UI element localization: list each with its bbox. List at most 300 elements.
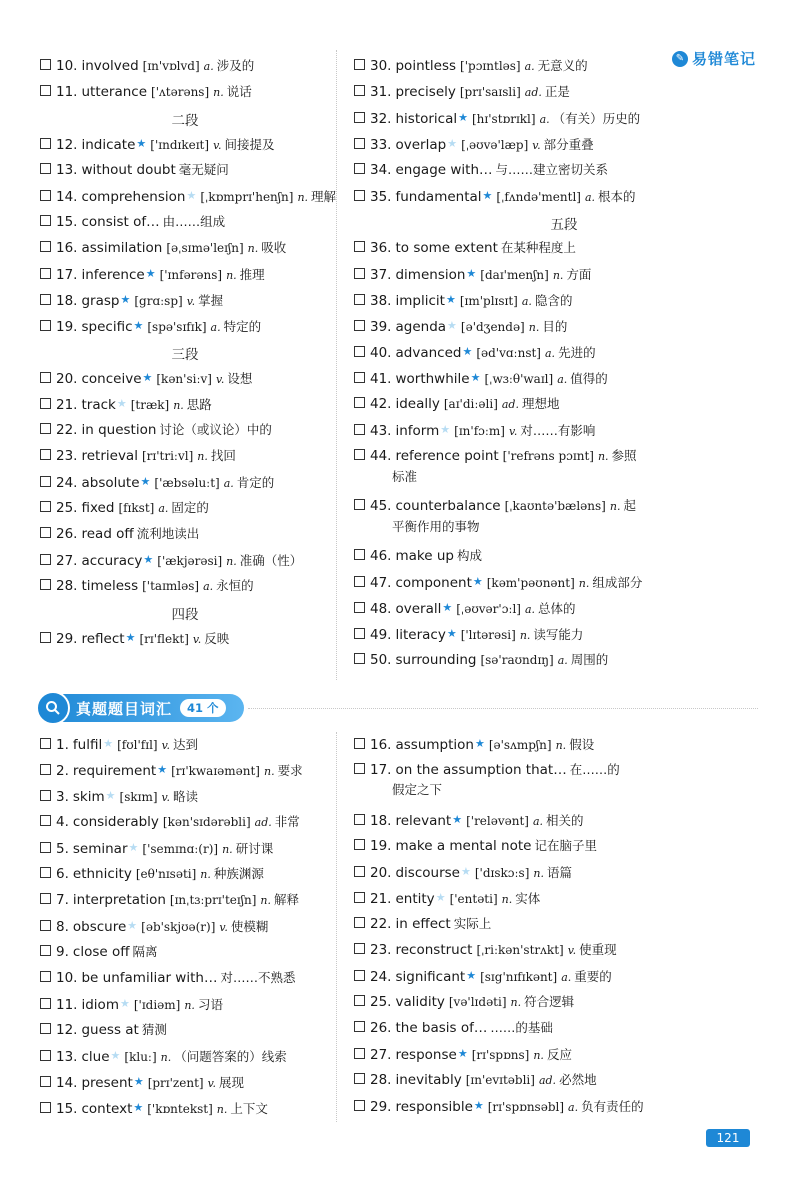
entry-phonetic: [ˌəʊvə'læp]	[461, 138, 529, 152]
entry-number: 27.	[370, 1047, 392, 1063]
checkbox[interactable]	[354, 1048, 365, 1059]
entry-word: counterbalance	[395, 498, 501, 514]
checkbox[interactable]	[354, 602, 365, 613]
entry-meaning: 吸收	[261, 240, 287, 255]
paragraph-heading: 二段	[171, 113, 199, 129]
checkbox[interactable]	[40, 764, 51, 775]
vocab-entry	[40, 968, 330, 994]
vocab-entry	[354, 420, 774, 446]
vocab-entry	[354, 160, 774, 186]
entry-number: 14.	[56, 1075, 78, 1091]
entry-word: assumption	[395, 737, 474, 753]
entry-word: grasp	[81, 293, 120, 309]
entry-phonetic: [ɪn'evɪtəbli]	[465, 1073, 535, 1087]
entry-phonetic: [rɪ'spɒns]	[471, 1048, 530, 1062]
section1-right-column	[354, 56, 774, 676]
star-icon: ★	[105, 789, 116, 802]
entry-meaning: 由……组成	[162, 214, 226, 229]
entry-meaning: 无意义的	[537, 58, 588, 73]
entry-meaning: 解释	[274, 892, 300, 907]
checkbox[interactable]	[40, 998, 51, 1009]
banner-title: 真题题目词汇	[76, 699, 173, 718]
vocab-entry	[354, 56, 774, 82]
entry-pos: n.	[578, 577, 590, 590]
checkbox[interactable]	[40, 163, 51, 174]
entry-phonetic: ['reləvənt]	[466, 814, 529, 828]
entry-word: dimension	[395, 267, 466, 283]
vocab-entry	[354, 624, 774, 650]
entry-phonetic: [rɪ'flekt]	[139, 632, 189, 646]
entry-word: literacy	[395, 627, 446, 643]
entry-meaning: 与……建立密切关系	[495, 162, 609, 177]
entry-phonetic: [fɪkst]	[118, 501, 155, 515]
star-icon: ★	[446, 627, 457, 640]
checkbox[interactable]	[40, 945, 51, 956]
entry-number: 29.	[56, 631, 78, 647]
checkbox[interactable]	[354, 1073, 365, 1084]
checkbox[interactable]	[40, 1023, 51, 1034]
vocab-entry	[354, 862, 774, 888]
entry-pos: a.	[521, 295, 532, 308]
section2-right-column	[354, 734, 774, 1122]
checkbox[interactable]	[40, 1076, 51, 1087]
vocab-entry	[354, 572, 774, 598]
star-icon: ★	[142, 371, 153, 384]
checkbox[interactable]	[40, 920, 51, 931]
entry-word: utterance	[81, 84, 148, 100]
checkbox[interactable]	[40, 554, 51, 565]
vocab-entry	[40, 890, 330, 916]
entry-word: precisely	[395, 84, 456, 100]
entry-word: the basis of…	[395, 1020, 488, 1036]
entry-number: 31.	[370, 84, 392, 100]
entry-word: seminar	[72, 841, 128, 857]
entry-word: engage with…	[395, 162, 493, 178]
entry-meaning: 猜测	[141, 1022, 167, 1037]
checkbox[interactable]	[354, 653, 365, 664]
checkbox[interactable]	[40, 893, 51, 904]
magnifier-icon	[36, 691, 70, 725]
checkbox[interactable]	[354, 866, 365, 877]
entry-phonetic: [ˌriːkən'strʌkt]	[476, 943, 564, 957]
entry-word: involved	[81, 58, 139, 74]
checkbox[interactable]	[354, 397, 365, 408]
vocab-entry	[40, 316, 330, 342]
entry-phonetic: [fʊl'fɪl]	[117, 738, 158, 752]
checkbox[interactable]	[354, 268, 365, 279]
entry-phonetic: ['ɪndɪkeɪt]	[150, 138, 210, 152]
entry-number: 8.	[56, 919, 69, 935]
entry-number: 13.	[56, 1049, 78, 1065]
entry-word: reflect	[81, 631, 125, 647]
checkbox[interactable]	[40, 815, 51, 826]
entry-word: consist of…	[81, 214, 160, 230]
star-icon: ★	[466, 267, 477, 280]
entry-pos: a.	[557, 373, 568, 386]
entry-phonetic: [træk]	[130, 398, 170, 412]
entry-pos: v.	[532, 139, 541, 152]
checkbox[interactable]	[40, 632, 51, 643]
checkbox[interactable]	[354, 995, 365, 1006]
checkbox[interactable]	[354, 163, 365, 174]
vocab-entry	[40, 134, 330, 160]
entry-number: 38.	[370, 293, 392, 309]
entry-pos: a.	[557, 654, 568, 667]
entry-meaning: 隐含的	[534, 293, 573, 308]
checkbox[interactable]	[40, 59, 51, 70]
entry-number: 7.	[56, 892, 69, 908]
entry-pos: v.	[219, 921, 228, 934]
entry-meaning: 方面	[566, 267, 592, 282]
checkbox[interactable]	[40, 738, 51, 749]
vocab-entry	[40, 786, 330, 812]
checkbox[interactable]	[354, 943, 365, 954]
vocab-entry	[40, 82, 330, 108]
checkbox[interactable]	[40, 398, 51, 409]
star-icon: ★	[125, 631, 136, 644]
checkbox[interactable]	[354, 85, 365, 96]
entry-word: overlap	[395, 137, 447, 153]
entry-pos: a.	[568, 1101, 579, 1114]
paragraph-heading: 四段	[171, 607, 199, 623]
checkbox[interactable]	[40, 1050, 51, 1061]
entry-number: 46.	[370, 548, 392, 564]
entry-pos: a.	[210, 321, 221, 334]
entry-phonetic: [ɪm'plɪsɪt]	[459, 294, 518, 308]
checkbox[interactable]	[40, 501, 51, 512]
vocab-entry	[40, 576, 330, 602]
star-icon: ★	[442, 601, 453, 614]
entry-phonetic: ['ɪnfərəns]	[159, 268, 223, 282]
entry-number: 25.	[370, 994, 392, 1010]
checkbox[interactable]	[40, 842, 51, 853]
entry-meaning: 找回	[210, 448, 236, 463]
entry-word: indicate	[81, 137, 136, 153]
entry-word: in question	[81, 422, 157, 438]
entry-phonetic: [əˌsɪmə'leɪʃn]	[166, 241, 244, 255]
checkbox[interactable]	[354, 346, 365, 357]
entry-pos: n.	[184, 999, 195, 1012]
vocab-entry	[40, 160, 330, 186]
section-banner	[40, 694, 244, 722]
entry-number: 26.	[370, 1020, 392, 1036]
entry-number: 27.	[56, 553, 78, 569]
column-divider	[336, 732, 337, 1122]
entry-pos: v.	[186, 295, 196, 308]
entry-pos: n.	[501, 893, 513, 906]
entry-number: 30.	[370, 58, 392, 74]
entry-number: 42.	[370, 396, 392, 412]
checkbox[interactable]	[354, 970, 365, 981]
entry-number: 26.	[56, 526, 78, 542]
entry-pos: n.	[597, 450, 609, 463]
entry-phonetic: [kluː]	[124, 1050, 157, 1064]
vocab-entry	[40, 628, 330, 654]
entry-word: considerably	[72, 814, 159, 830]
entry-number: 12.	[56, 137, 78, 153]
entry-phonetic: [əb'skjʊə(r)]	[141, 920, 216, 934]
entry-word: absolute	[81, 475, 140, 491]
star-icon: ★	[470, 371, 481, 384]
entry-phonetic: [prɪ'zent]	[147, 1076, 204, 1090]
entry-meaning: 肯定的	[236, 475, 275, 490]
entry-meaning: 涉及的	[216, 58, 255, 73]
checkbox[interactable]	[354, 372, 365, 383]
entry-number: 11.	[56, 84, 78, 100]
entry-pos: a.	[203, 60, 214, 73]
checkbox[interactable]	[354, 138, 365, 149]
entry-phonetic: [sɪg'nɪfɪkənt]	[480, 970, 558, 984]
checkbox[interactable]	[40, 1102, 51, 1113]
entry-meaning: 目的	[542, 319, 568, 334]
entry-number: 44.	[370, 448, 392, 464]
vocab-entry	[40, 864, 330, 890]
vocab-entry	[354, 598, 774, 624]
entry-word: inevitably	[395, 1072, 462, 1088]
entry-number: 36.	[370, 240, 392, 256]
entry-word: ideally	[395, 396, 440, 412]
vocab-entry	[354, 342, 774, 368]
entry-phonetic: [rɪ'kwaɪəmənt]	[171, 764, 260, 778]
vocab-entry	[40, 394, 330, 420]
vocab-entry	[354, 290, 774, 316]
entry-phonetic: [kən'sɪdərəbli]	[162, 815, 251, 829]
checkbox[interactable]	[354, 814, 365, 825]
checkbox[interactable]	[354, 112, 365, 123]
entry-phonetic: [ˌwɜːθ'waɪl]	[484, 372, 554, 386]
entry-number: 6.	[56, 866, 69, 882]
entry-pos: n.	[197, 450, 208, 463]
entry-pos: a.	[223, 477, 234, 490]
page-number: 121	[706, 1129, 750, 1147]
entry-pos: a.	[545, 347, 556, 360]
entry-phonetic: ['ɪdiəm]	[133, 998, 181, 1012]
entry-word: worthwhile	[395, 371, 470, 387]
entry-word: accuracy	[81, 553, 143, 569]
checkbox[interactable]	[354, 892, 365, 903]
entry-pos: a.	[203, 580, 214, 593]
entry-pos: n.	[297, 191, 309, 204]
entry-word: close off	[72, 944, 130, 960]
vocab-entry	[354, 734, 774, 760]
entry-meaning: 展现	[219, 1075, 245, 1090]
entry-meaning: （有关）历史的	[552, 111, 641, 126]
entry-phonetic: [sə'raʊndɪŋ]	[480, 653, 554, 667]
entry-meaning: 在……的	[569, 762, 620, 777]
entry-word: clue	[81, 1049, 110, 1065]
checkbox[interactable]	[354, 499, 365, 510]
checkbox[interactable]	[40, 372, 51, 383]
checkbox[interactable]	[354, 763, 365, 774]
entry-number: 21.	[370, 891, 392, 907]
entry-phonetic: ['entəti]	[449, 892, 498, 906]
entry-number: 47.	[370, 575, 392, 591]
checkbox[interactable]	[40, 294, 51, 305]
checkbox[interactable]	[40, 527, 51, 538]
checkbox[interactable]	[354, 917, 365, 928]
vocab-entry	[354, 992, 774, 1018]
entry-word: idiom	[81, 997, 119, 1013]
entry-word: guess at	[81, 1022, 139, 1038]
entry-meaning: 思路	[186, 397, 212, 412]
entry-number: 5.	[56, 841, 69, 857]
entry-meaning-cont: 平衡作用的事物	[392, 519, 480, 534]
checkbox[interactable]	[40, 138, 51, 149]
checkbox[interactable]	[40, 579, 51, 590]
checkbox[interactable]	[40, 215, 51, 226]
vocab-entry	[40, 760, 330, 786]
entry-number: 50.	[370, 652, 392, 668]
vocab-entry	[354, 1018, 774, 1044]
entry-meaning: 流利地读出	[136, 526, 200, 541]
vocab-entry	[40, 446, 330, 472]
entry-meaning: 使模糊	[230, 919, 269, 934]
entry-pos: a.	[539, 113, 550, 126]
entry-pos: n.	[226, 555, 237, 568]
entry-pos: n.	[200, 868, 211, 881]
entry-number: 28.	[370, 1072, 392, 1088]
entry-word: timeless	[81, 578, 139, 594]
entry-number: 18.	[56, 293, 78, 309]
entry-phonetic: [ɪn'vɒlvd]	[142, 59, 200, 73]
entry-pos: v.	[161, 791, 170, 804]
checkbox[interactable]	[354, 190, 365, 201]
entry-pos: n.	[609, 500, 621, 513]
entry-number: 13.	[56, 162, 78, 178]
entry-meaning: 在某种程度上	[500, 240, 576, 255]
checkbox[interactable]	[354, 59, 365, 70]
entry-pos: n.	[247, 242, 259, 255]
pen-icon: ✎	[672, 51, 688, 67]
checkbox[interactable]	[40, 476, 51, 487]
vocab-entry	[354, 1096, 774, 1122]
entry-meaning: 讨论（或议论）中的	[159, 422, 272, 437]
entry-word: specific	[81, 319, 133, 335]
star-icon: ★	[136, 137, 147, 150]
entry-pos: ad.	[538, 1074, 557, 1087]
checkbox[interactable]	[354, 738, 365, 749]
entry-number: 14.	[56, 189, 78, 205]
checkbox[interactable]	[40, 85, 51, 96]
entry-word: agenda	[395, 319, 447, 335]
paragraph-heading: 五段	[550, 217, 578, 233]
checkbox[interactable]	[40, 320, 51, 331]
star-icon: ★	[460, 865, 471, 878]
checkbox[interactable]	[40, 971, 51, 982]
entry-number: 10.	[56, 58, 78, 74]
checkbox[interactable]	[40, 190, 51, 201]
entry-meaning: 必然地	[559, 1072, 597, 1087]
vocab-entry	[354, 238, 774, 264]
checkbox[interactable]	[354, 241, 365, 252]
entry-meaning: 理解	[311, 189, 337, 204]
entry-phonetic: ['lɪtərəsi]	[460, 628, 516, 642]
entry-pos: n.	[519, 629, 531, 642]
checkbox[interactable]	[354, 549, 365, 560]
entry-meaning: 构成	[456, 548, 482, 563]
entry-meaning: 根本的	[598, 189, 636, 204]
entry-word: validity	[395, 994, 445, 1010]
checkbox[interactable]	[40, 241, 51, 252]
checkbox[interactable]	[354, 628, 365, 639]
checkbox[interactable]	[354, 1100, 365, 1111]
entry-meaning: 对……有影响	[520, 423, 596, 438]
vocab-entry	[354, 264, 774, 290]
checkbox[interactable]	[40, 423, 51, 434]
entry-meaning: 推理	[239, 267, 265, 282]
checkbox[interactable]	[354, 294, 365, 305]
entry-word: on the assumption that…	[395, 762, 567, 778]
entry-pos: n.	[160, 1051, 172, 1064]
entry-number: 23.	[370, 942, 392, 958]
checkbox[interactable]	[354, 1021, 365, 1032]
checkbox[interactable]	[354, 839, 365, 850]
entry-meaning: 对……不熟悉	[220, 970, 296, 985]
section1-left-column	[40, 56, 337, 654]
checkbox[interactable]	[354, 424, 365, 435]
checkbox[interactable]	[40, 790, 51, 801]
entry-number: 2.	[56, 763, 69, 779]
entry-pos: v.	[213, 139, 222, 152]
entry-number: 33.	[370, 137, 392, 153]
entry-phonetic: [kəm'pəʊnənt]	[486, 576, 575, 590]
entry-word: advanced	[395, 345, 462, 361]
star-icon: ★	[133, 1075, 144, 1088]
star-icon: ★	[472, 575, 483, 588]
vocab-entry	[40, 942, 330, 968]
entry-number: 22.	[370, 916, 392, 932]
vocab-entry	[354, 546, 774, 572]
vocab-entry	[40, 186, 337, 212]
entry-meaning: 符合逻辑	[524, 994, 575, 1009]
vocab-entry	[354, 1044, 774, 1070]
entry-phonetic: [ˌkaʊntə'bæləns]	[504, 499, 606, 513]
vocab-entry	[40, 1072, 330, 1098]
vocab-entry	[354, 940, 774, 966]
entry-pos: n.	[226, 269, 237, 282]
entry-word: fulfil	[72, 737, 103, 753]
entry-pos: ad.	[524, 86, 542, 99]
checkbox[interactable]	[40, 867, 51, 878]
vocab-entry	[40, 56, 330, 82]
checkbox[interactable]	[40, 449, 51, 460]
brand-logo-text: 易错笔记	[691, 50, 756, 68]
checkbox[interactable]	[40, 268, 51, 279]
entry-word: fundamental	[395, 189, 482, 205]
vocab-entry	[40, 734, 330, 760]
entry-meaning: 参照	[611, 448, 637, 463]
entry-phonetic: [rɪ'triːvl]	[141, 449, 194, 463]
entry-word: without doubt	[81, 162, 176, 178]
entry-phonetic: [daɪ'menʃn]	[480, 268, 549, 282]
entry-phonetic: [spə'sɪfɪk]	[147, 320, 207, 334]
checkbox[interactable]	[354, 576, 365, 587]
entry-word: requirement	[72, 763, 157, 779]
vocab-entry	[354, 446, 774, 496]
entry-phonetic: [eθ'nɪsəti]	[135, 867, 197, 881]
entry-number: 28.	[56, 578, 78, 594]
entry-meaning: 实体	[515, 891, 541, 906]
star-icon: ★	[116, 397, 127, 410]
vocab-entry	[40, 994, 330, 1020]
vocab-entry	[354, 496, 774, 546]
checkbox[interactable]	[354, 320, 365, 331]
entry-word: assimilation	[81, 240, 163, 256]
entry-number: 1.	[56, 737, 69, 753]
vocab-entry	[40, 550, 330, 576]
checkbox[interactable]	[354, 449, 365, 460]
entry-number: 22.	[56, 422, 78, 438]
